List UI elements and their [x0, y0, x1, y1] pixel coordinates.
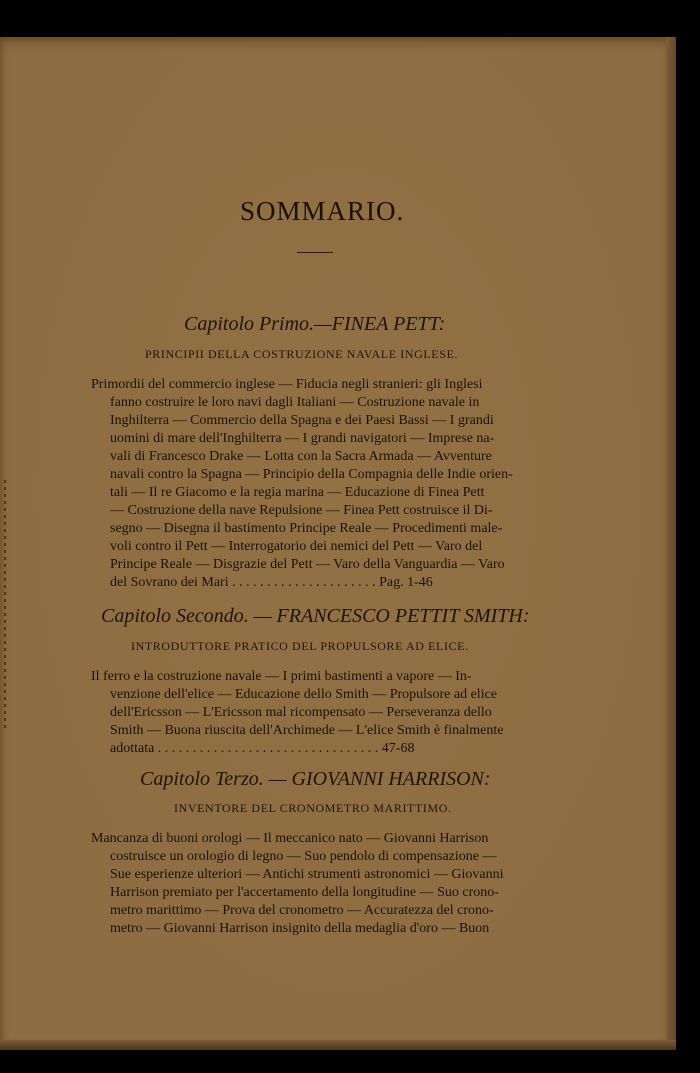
- page-bottom-edge: [0, 1040, 676, 1050]
- chapter-3-line: costruisce un orologio di legno — Suo pendolo di compensazione —: [110, 849, 497, 864]
- chapter-1-line: del Sovrano dei Mari . . . . . . . . . . . . . . . . . . . . . Pag. 1-46: [110, 575, 433, 590]
- page-edge: [666, 37, 676, 1050]
- binding-stitches: [4, 480, 6, 730]
- chapter-2-heading: Capitolo Secondo. — FRANCESCO PETTIT SMITH:: [101, 605, 530, 627]
- chapter-2-line: Smith — Buona riuscita dell'Archimede — L'elice Smith è finalmente: [110, 723, 504, 738]
- chapter-1-line: uomini di mare dell'Inghilterra — I grandi navigatori — Imprese na-: [110, 431, 495, 446]
- chapter-1-line: tali — Il re Giacomo e la regia marina — Educazione di Finea Pett: [110, 485, 485, 500]
- chapter-1-line: vali di Francesco Drake — Lotta con la Sacra Armada — Avventure: [110, 449, 492, 464]
- chapter-3-subtitle: INVENTORE DEL CRONOMETRO MARITTIMO.: [174, 801, 452, 815]
- chapter-3-line: metro marittimo — Prova del cronometro — Accuratezza del crono-: [110, 903, 494, 918]
- chapter-1-line: segno — Disegna il bastimento Principe Reale — Procedimenti male-: [110, 521, 503, 536]
- chapter-1-line: Inghilterra — Commercio della Spagna e dei Paesi Bassi — I grandi: [110, 413, 494, 428]
- chapter-2-line: venzione dell'elice — Educazione dello Smith — Propulsore ad elice: [110, 687, 498, 702]
- chapter-1-subtitle: PRINCIPII DELLA COSTRUZIONE NAVALE INGLESE.: [145, 347, 459, 361]
- chapter-2-line: adottata . . . . . . . . . . . . . . . . . . . . . . . . . . . . . . . . 47-68: [110, 741, 415, 756]
- chapter-3-line: Mancanza di buoni orologi — Il meccanico nato — Giovanni Harrison: [91, 831, 489, 846]
- chapter-2-subtitle: INTRODUTTORE PRATICO DEL PROPULSORE AD ELICE.: [131, 639, 469, 653]
- chapter-1-line: navali contro la Spagna — Principio della Compagnia delle Indie orien-: [110, 467, 513, 482]
- page-title: SOMMARIO.: [240, 196, 405, 226]
- chapter-1-line: Principe Reale — Disgrazie del Pett — Varo della Vanguardia — Varo: [110, 557, 505, 572]
- chapter-3-line: Sue esperienze ulteriori — Antichi strumenti astronomici — Giovanni: [110, 867, 504, 882]
- chapter-1-heading: Capitolo Primo.—FINEA PETT:: [184, 313, 446, 335]
- chapter-1-line: fanno costruire le loro navi dagli Italiani — Costruzione navale in: [110, 395, 480, 410]
- chapter-2-line: dell'Ericsson — L'Ericsson mal ricompensato — Perseveranza dello: [110, 705, 492, 720]
- chapter-1-line: Primordii del commercio inglese — Fiducia negli stranieri: gli Inglesi: [91, 377, 483, 392]
- chapter-2-line: Il ferro e la costruzione navale — I primi bastimenti a vapore — In-: [91, 669, 472, 684]
- chapter-1-line: voli contro il Pett — Interrogatorio dei nemici del Pett — Varo del: [110, 539, 483, 554]
- chapter-3-line: metro — Giovanni Harrison insignito della medaglia d'oro — Buon: [110, 921, 490, 936]
- title-divider: [297, 252, 333, 253]
- chapter-3-heading: Capitolo Terzo. — GIOVANNI HARRISON:: [140, 768, 491, 790]
- chapter-3-line: Harrison premiato per l'accertamento della longitudine — Suo crono-: [110, 885, 499, 900]
- chapter-1-line: — Costruzione della nave Repulsione — Finea Pett costruisce il Di-: [110, 503, 493, 518]
